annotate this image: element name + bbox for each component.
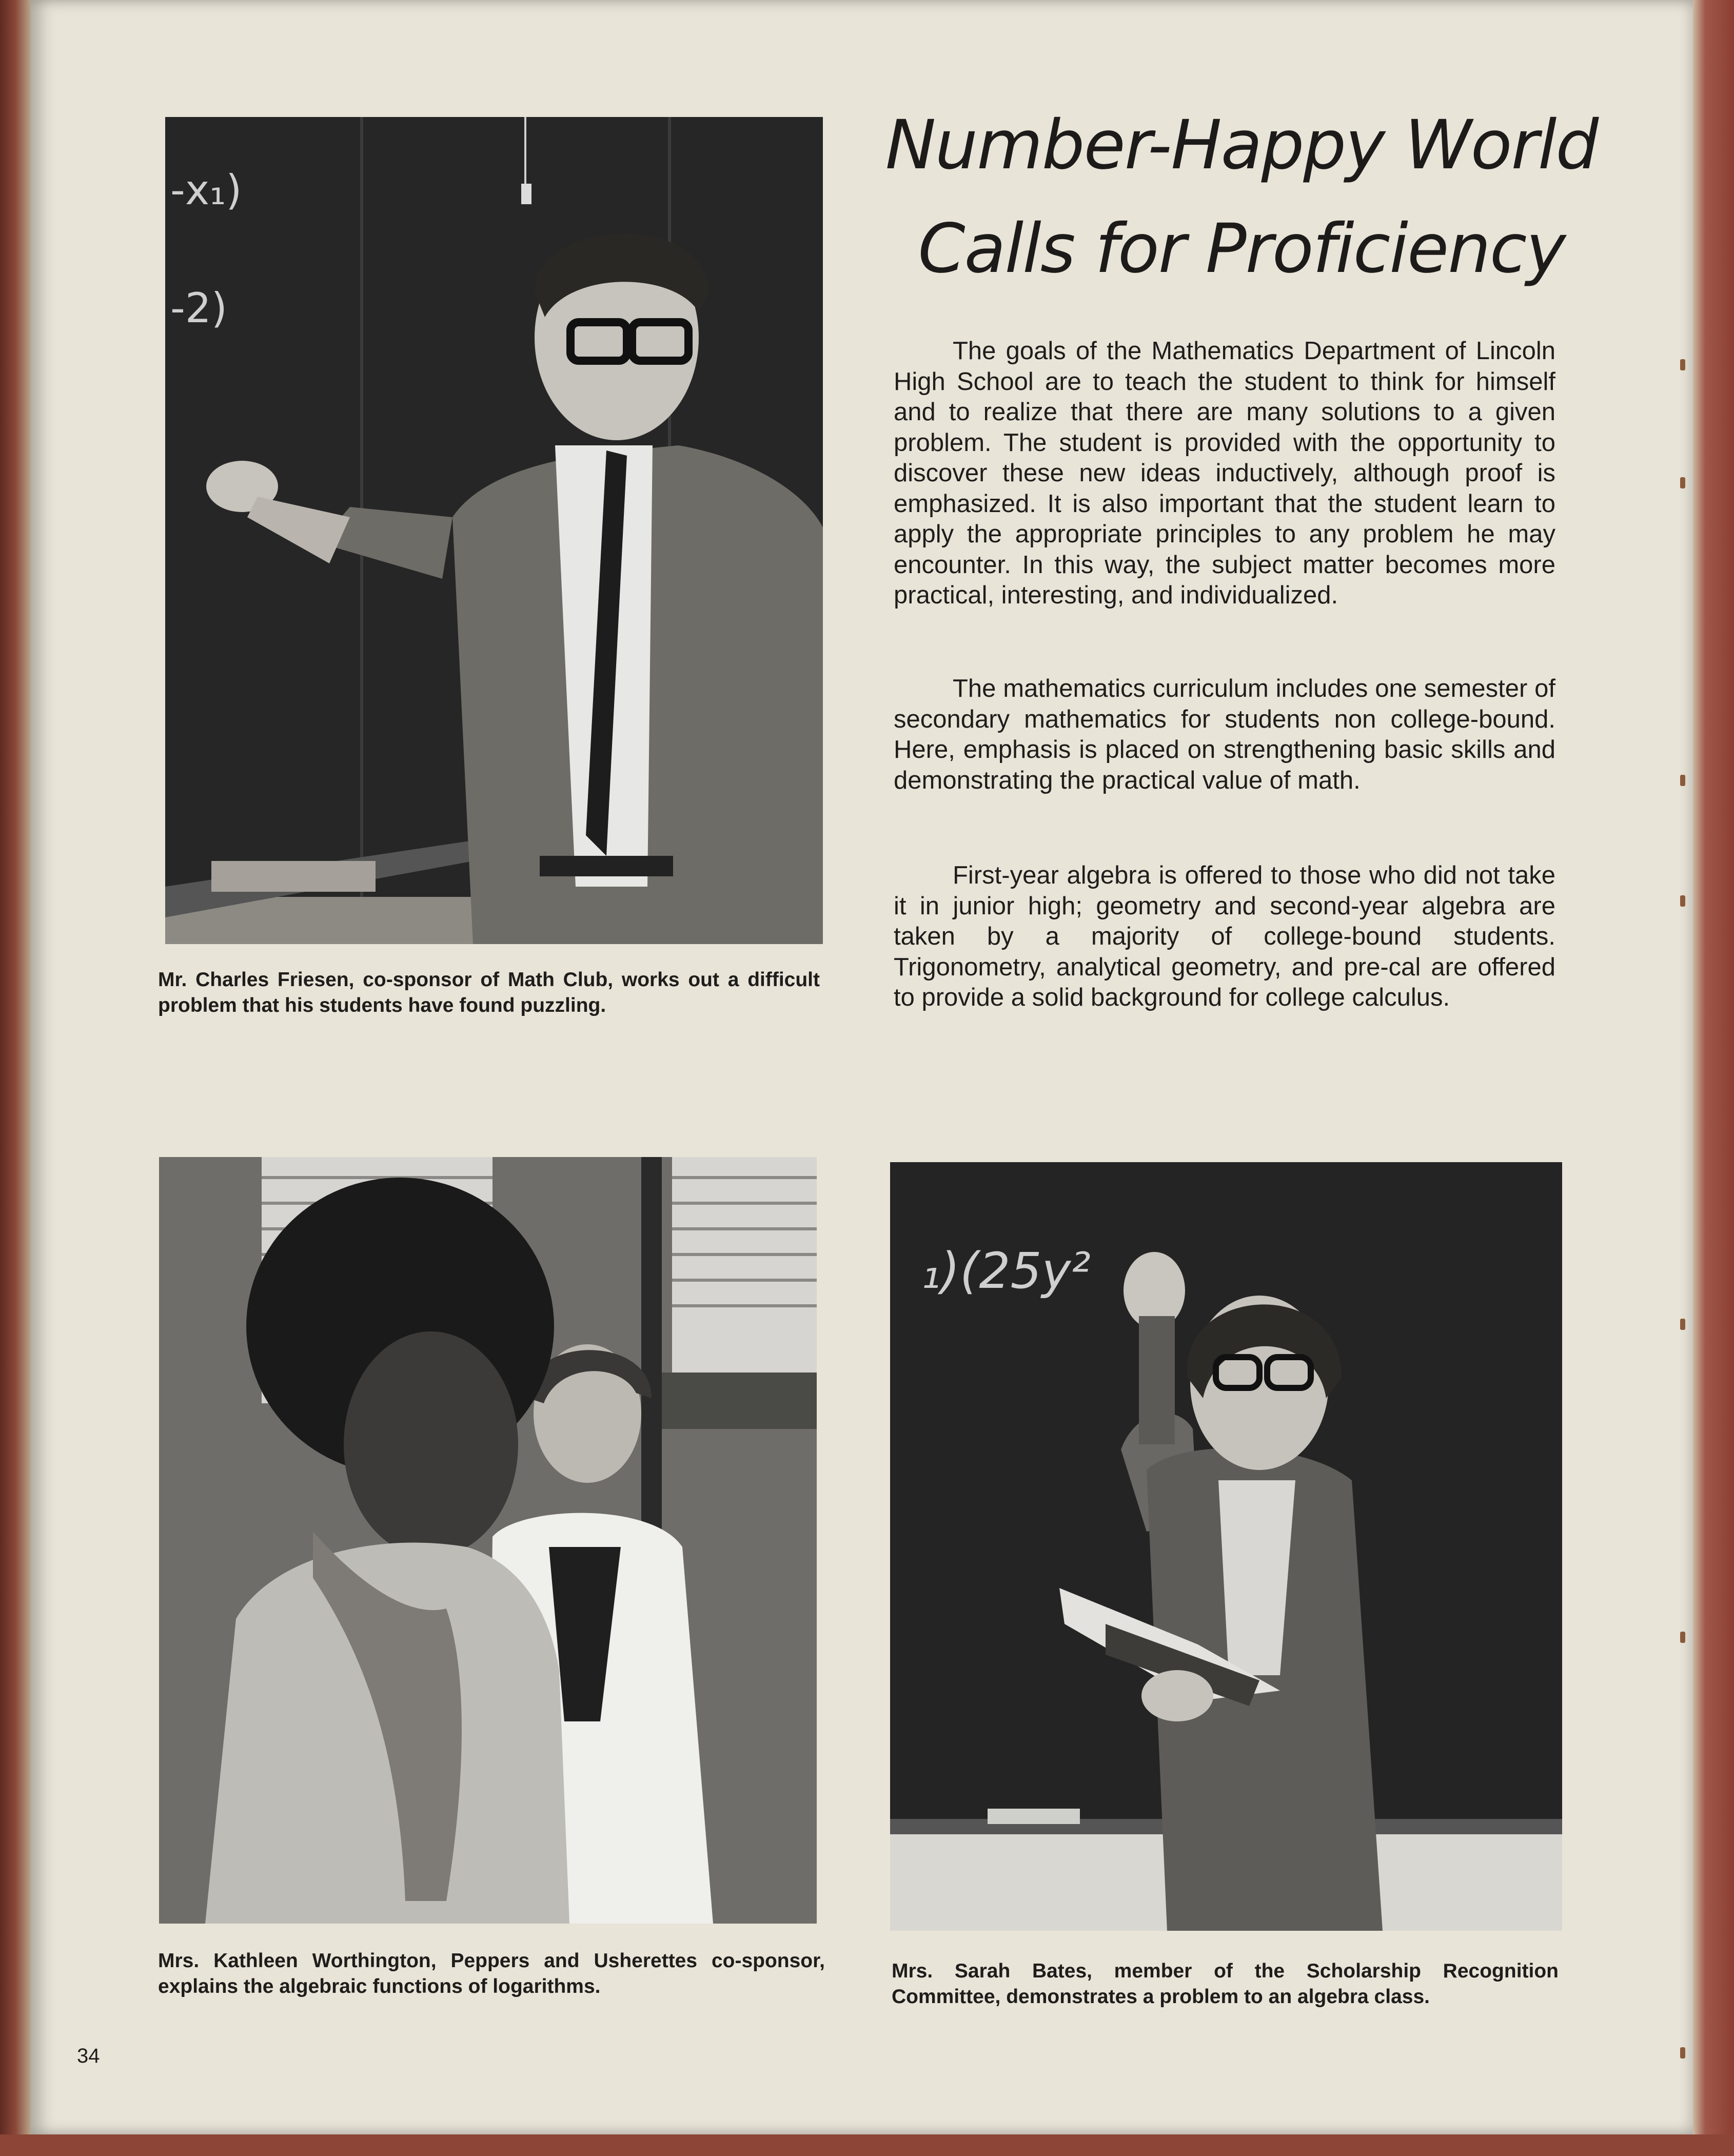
chalk-writing: ₁)(25y² — [921, 1242, 1091, 1300]
page-number: 34 — [77, 2045, 100, 2067]
body-paragraph-1: The goals of the Mathematics Department of Lincoln High School are to teach the student to think for himself and to realize that there are many solutions to a given problem. The student is provided with the opportunity to discover these new ideas inductively, although proof is emphasized. It is also important that the student learn to apply the appropriate principles to any problem he may encounter. In this way, the subject matter becomes more practical, interesting, and individualized. — [894, 337, 1555, 609]
headline-line-1: Number-Happy World — [885, 106, 1598, 185]
photo-charles-friesen — [165, 117, 823, 944]
book-cover-bottom-edge — [0, 2134, 1734, 2156]
chalk-writing: -x₁) — [170, 166, 242, 214]
page-edge-mark — [1680, 477, 1685, 488]
chalk-writing: -2) — [170, 284, 227, 332]
book-binding-left — [0, 0, 31, 2156]
book-cover-right-edge — [1693, 0, 1734, 2156]
body-paragraph-2: The mathematics curriculum includes one semester of secondary mathematics for students non college-bound. Here, emphasis is placed on strengthening basic skills and demonstrating the practical value of math. — [894, 675, 1555, 794]
page-edge-mark — [1680, 359, 1685, 370]
page-edge-mark — [1680, 775, 1685, 786]
page-edge-mark — [1680, 2047, 1685, 2059]
body-paragraph-3: First-year algebra is offered to those who did not take it in junior high; geometry and second-year algebra are taken by a majority of college-bound students. Trigonometry, analytical geometry, and pre-cal are offered to provide a solid background for college calculus. — [894, 861, 1555, 1011]
page-edge-mark — [1680, 895, 1685, 907]
caption-bates: Mrs. Sarah Bates, member of the Scholarship Recognition Committee, demonstrates a problem to an algebra class. — [892, 1960, 1559, 2008]
headline-line-2: Calls for Proficiency — [918, 209, 1565, 288]
photo-kathleen-worthington — [159, 1157, 817, 1924]
page-edge-mark — [1680, 1319, 1685, 1330]
caption-friesen: Mr. Charles Friesen, co-sponsor of Math Club, works out a difficult problem that his students have found puzzling. — [158, 969, 820, 1016]
page-edge-mark — [1680, 1632, 1685, 1643]
caption-worthington: Mrs. Kathleen Worthington, Peppers and Usherettes co-sponsor, explains the algebraic functions of logarithms. — [158, 1950, 825, 1997]
photo-sarah-bates — [890, 1162, 1562, 1931]
